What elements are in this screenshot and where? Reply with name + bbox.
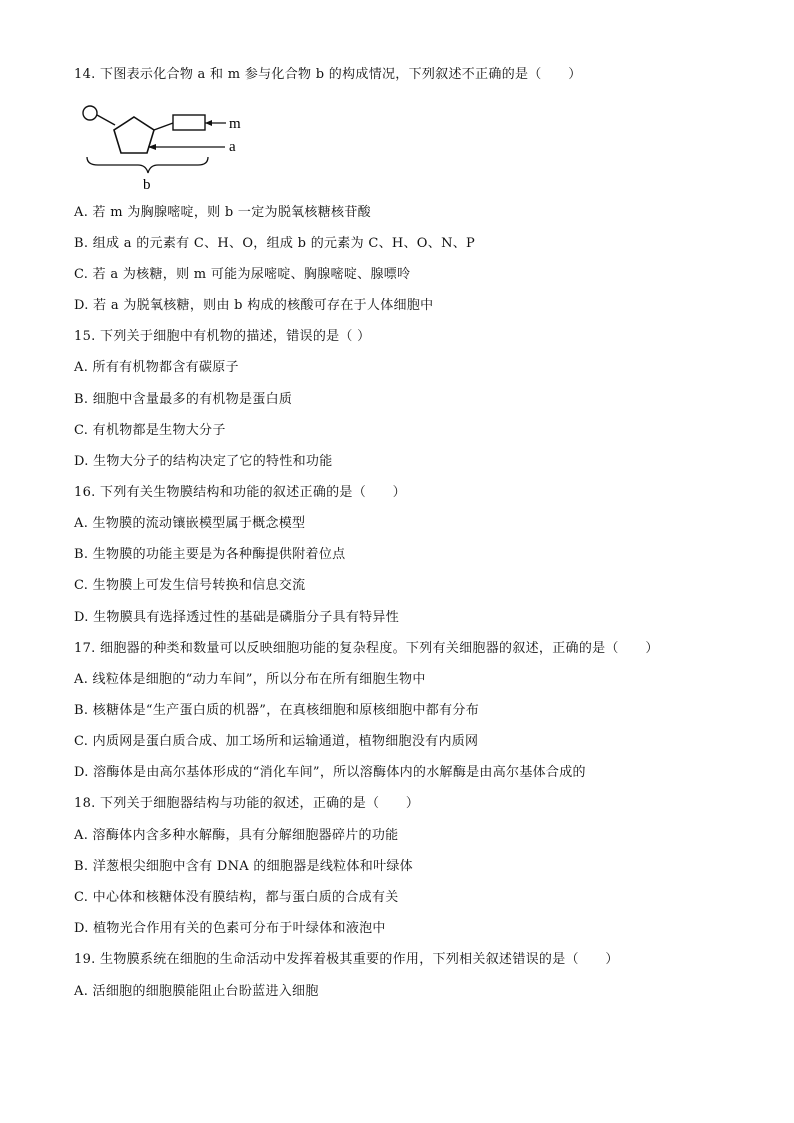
question-15-option-a: A. 所有有机物都含有碳原子 bbox=[74, 360, 239, 375]
question-18-option-c: C. 中心体和核糖体没有膜结构，都与蛋白质的合成有关 bbox=[74, 890, 399, 905]
question-text: 细胞器的种类和数量可以反映细胞功能的复杂程度。下列有关细胞器的叙述，正确的是（ ） bbox=[100, 641, 659, 656]
nucleotide-diagram bbox=[70, 95, 270, 195]
label-b: b bbox=[143, 177, 151, 193]
bond-line bbox=[154, 123, 173, 130]
question-18-option-b: B. 洋葱根尖细胞中含有 DNA 的细胞器是线粒体和叶绿体 bbox=[74, 859, 413, 874]
sugar-pentagon bbox=[114, 117, 154, 153]
question-18-stem bbox=[74, 795, 419, 813]
brace bbox=[87, 157, 208, 173]
question-18-option-d: D. 植物光合作用有关的色素可分布于叶绿体和液泡中 bbox=[74, 921, 386, 936]
question-text: 下列关于细胞中有机物的描述，错误的是（ ） bbox=[100, 329, 371, 344]
question-17-option-b: B. 核糖体是“生产蛋白质的机器”，在真核细胞和原核细胞中都有分布 bbox=[74, 703, 480, 718]
question-16-option-a: A. 生物膜的流动镶嵌模型属于概念模型 bbox=[74, 516, 306, 531]
question-16-stem bbox=[74, 484, 406, 502]
question-15-option-c: C. 有机物都是生物大分子 bbox=[74, 423, 226, 438]
arrow-head-icon bbox=[205, 120, 212, 126]
question-15-stem bbox=[74, 328, 370, 346]
question-number: 14. bbox=[74, 67, 96, 82]
phosphate-circle bbox=[83, 106, 97, 120]
question-text: 下列有关生物膜结构和功能的叙述正确的是（ ） bbox=[100, 485, 406, 500]
question-15-option-b: B. 细胞中含量最多的有机物是蛋白质 bbox=[74, 392, 293, 407]
question-text: 下图表示化合物 a 和 m 参与化合物 b 的构成情况，下列叙述不正确的是（ ） bbox=[100, 67, 582, 82]
question-14-option-a: A. 若 m 为胸腺嘧啶，则 b 一定为脱氧核糖核苷酸 bbox=[74, 205, 371, 220]
question-number: 15. bbox=[74, 329, 96, 344]
question-16-option-c: C. 生物膜上可发生信号转换和信息交流 bbox=[74, 578, 306, 593]
question-18-option-a: A. 溶酶体内含多种水解酶，具有分解细胞器碎片的功能 bbox=[74, 828, 399, 843]
question-17-option-d: D. 溶酶体是由高尔基体形成的“消化车间”，所以溶酶体内的水解酶是由高尔基体合成的 bbox=[74, 765, 586, 780]
question-14-stem bbox=[74, 66, 582, 84]
question-16-option-d: D. 生物膜具有选择透过性的基础是磷脂分子具有特异性 bbox=[74, 610, 400, 625]
base-rectangle bbox=[173, 115, 205, 130]
question-15-option-d: D. 生物大分子的结构决定了它的特性和功能 bbox=[74, 454, 333, 469]
label-a: a bbox=[229, 139, 236, 155]
question-16-option-b: B. 生物膜的功能主要是为各种酶提供附着位点 bbox=[74, 547, 346, 562]
question-text: 下列关于细胞器结构与功能的叙述，正确的是（ ） bbox=[100, 796, 420, 811]
label-m: m bbox=[229, 116, 241, 132]
question-17-option-c: C. 内质网是蛋白质合成、加工场所和运输通道，植物细胞没有内质网 bbox=[74, 734, 479, 749]
question-17-option-a: A. 线粒体是细胞的“动力车间”，所以分布在所有细胞生物中 bbox=[74, 672, 426, 687]
question-19-option-a: A. 活细胞的细胞膜能阻止台盼蓝进入细胞 bbox=[74, 984, 319, 999]
question-text: 生物膜系统在细胞的生命活动中发挥着极其重要的作用，下列相关叙述错误的是（ ） bbox=[100, 952, 619, 967]
question-number: 18. bbox=[74, 796, 96, 811]
bond-line bbox=[97, 115, 115, 125]
question-14-option-c: C. 若 a 为核糖，则 m 可能为尿嘧啶、胸腺嘧啶、腺嘌呤 bbox=[74, 267, 411, 282]
question-14-option-b: B. 组成 a 的元素有 C、H、O，组成 b 的元素为 C、H、O、N、P bbox=[74, 236, 476, 251]
question-number: 16. bbox=[74, 485, 96, 500]
question-19-stem bbox=[74, 951, 619, 969]
question-17-stem bbox=[74, 640, 659, 658]
question-number: 19. bbox=[74, 952, 96, 967]
question-14-option-d: D. 若 a 为脱氧核糖，则由 b 构成的核酸可存在于人体细胞中 bbox=[74, 298, 434, 313]
question-number: 17. bbox=[74, 641, 96, 656]
